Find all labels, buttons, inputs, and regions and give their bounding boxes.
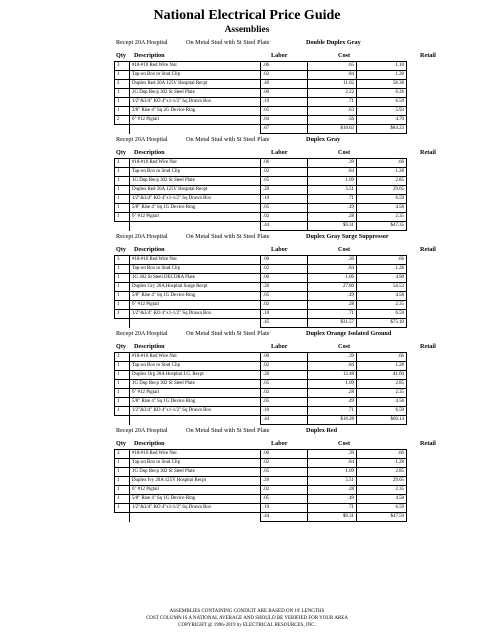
total-retail: $47.35 [357, 222, 407, 231]
cell-retail: 29.05 [357, 477, 407, 486]
column-header-description: Description [134, 246, 165, 253]
cell-retail: 54.53 [357, 283, 407, 292]
cell-labor: .05 [261, 107, 308, 116]
cell-description: Tap-on Box to Stud Clip [130, 168, 261, 177]
cell-retail: 41.60 [357, 371, 407, 380]
column-header-description: Description [134, 149, 165, 156]
cell-description: Duplex Org 20A Hospital I.G. Recpt [130, 371, 261, 380]
table-row [115, 292, 407, 301]
cell-retail: 6.59 [357, 504, 407, 513]
cell-cost: .56 [308, 116, 357, 125]
cell-retail: 4.58 [357, 398, 407, 407]
section-name: Recept 20A Hospital [116, 136, 168, 143]
cell-description: 1G 302 St Steel DECORA Plate [130, 274, 261, 283]
cell-description: Tap-on Box to Stud Clip [130, 362, 261, 371]
column-header-qty: Qty [116, 149, 126, 156]
cell-labor: .20 [261, 371, 308, 380]
cell-cost: .84 [308, 265, 357, 274]
cell-cost: .28 [308, 486, 357, 495]
cell-labor: .06 [261, 256, 308, 265]
cell-qty: 3 [115, 159, 130, 168]
cell-labor: .20 [261, 186, 308, 195]
total-retail: $60.14 [357, 416, 407, 425]
cell-retail: .66 [357, 256, 407, 265]
cell-retail: 2.85 [357, 177, 407, 186]
cell-labor: .02 [261, 389, 308, 398]
column-header-labor: Labor [271, 52, 288, 59]
cell-labor: .02 [261, 265, 308, 274]
section-name: Recept 20A Hospital [116, 39, 168, 46]
column-header-row [0, 147, 494, 158]
cell-retail: 1.28 [357, 265, 407, 274]
cell-qty: 1 [115, 486, 130, 495]
cell-description: Duplex Red 20A 125V Hospital Recpt [130, 186, 261, 195]
cell-retail: 58.38 [357, 80, 407, 89]
total-cost: $16.63 [308, 125, 357, 134]
table-row [115, 362, 407, 371]
total-retail: $75.10 [357, 319, 407, 328]
section-variant: Duplex Orange Isolated Ground [306, 330, 392, 337]
cell-labor: .10 [261, 407, 308, 416]
cell-cost: .39 [308, 450, 357, 459]
cell-qty: 3 [115, 353, 130, 362]
cell-cost: .49 [308, 204, 357, 213]
cell-labor: .02 [261, 168, 308, 177]
cell-retail: 6.59 [357, 407, 407, 416]
cell-labor: .10 [261, 195, 308, 204]
cell-labor: .20 [261, 283, 308, 292]
table-row [115, 398, 407, 407]
cell-description: 1/2"&3/4" KO 4"x1-1/2" Sq Drawn Box [130, 98, 261, 107]
items-table [114, 449, 407, 522]
cell-qty: 1 [115, 204, 130, 213]
cell-retail: 1.28 [357, 459, 407, 468]
column-header-labor: Labor [271, 343, 288, 350]
cell-retail: .66 [357, 353, 407, 362]
cell-cost: 5.51 [308, 186, 357, 195]
total-labor: .67 [261, 125, 308, 134]
cell-labor: .02 [261, 213, 308, 222]
cell-cost: 1.09 [308, 468, 357, 477]
total-row [115, 319, 407, 328]
column-header-labor: Labor [271, 149, 288, 156]
cell-qty: 1 [115, 477, 130, 486]
cell-cost: .63 [308, 107, 357, 116]
assembly-section [0, 328, 494, 425]
section-mounting: On Metal Stud with St Steel Plate [186, 136, 270, 143]
column-header-retail: Retail [420, 440, 436, 447]
column-header-cost: Cost [338, 343, 351, 350]
cell-labor: .02 [261, 459, 308, 468]
cell-cost: 2.22 [308, 89, 357, 98]
total-retail: $47.59 [357, 513, 407, 522]
cell-qty: 1 [115, 265, 130, 274]
cell-description: 5/8" Rise 4" Sq 1G Device Ring [130, 495, 261, 504]
table-row [115, 168, 407, 177]
cell-qty: 1 [115, 301, 130, 310]
cell-qty: 1 [115, 213, 130, 222]
total-cost: $9.31 [308, 513, 357, 522]
column-header-row [0, 438, 494, 449]
cell-labor: .05 [261, 380, 308, 389]
cell-cost: .39 [308, 256, 357, 265]
cell-qty: 1 [115, 292, 130, 301]
table-row [115, 468, 407, 477]
cell-retail: 4.58 [357, 292, 407, 301]
cell-labor: .02 [261, 362, 308, 371]
column-header-description: Description [134, 343, 165, 350]
table-row [115, 159, 407, 168]
column-header-cost: Cost [338, 52, 351, 59]
cell-cost: .49 [308, 292, 357, 301]
cell-description: 1G Dup Recp 302 St Steel Plate [130, 177, 261, 186]
column-header-row [0, 244, 494, 255]
cell-retail: 2.35 [357, 213, 407, 222]
assembly-section [0, 37, 494, 134]
cell-description: 6" #12 Pigtail [130, 301, 261, 310]
cell-retail: .66 [357, 159, 407, 168]
cell-retail: 1.28 [357, 71, 407, 80]
column-header-retail: Retail [420, 343, 436, 350]
column-header-cost: Cost [338, 440, 351, 447]
assembly-section [0, 425, 494, 522]
table-row [115, 301, 407, 310]
cell-labor: .05 [261, 468, 308, 477]
cell-cost: 1.06 [308, 274, 357, 283]
cell-qty: 2 [115, 116, 130, 125]
cell-description: 1G Dup Recp 302 St Steel Plate [130, 468, 261, 477]
cell-description: Duplex Gry 20A Hospital Surge Recpt [130, 283, 261, 292]
cell-cost: .84 [308, 362, 357, 371]
cell-qty: 1 [115, 186, 130, 195]
cell-cost: .28 [308, 301, 357, 310]
cell-cost: 5.51 [308, 477, 357, 486]
table-row [115, 71, 407, 80]
cell-labor: .05 [261, 292, 308, 301]
footer-copyright: COPYRIGHT @ 1996-2019 by ELECTRICAL RESOURCES, INC. [178, 623, 316, 628]
cell-retail: 1.28 [357, 168, 407, 177]
cell-labor: .20 [261, 477, 308, 486]
cell-labor: .04 [261, 116, 308, 125]
items-table [114, 61, 407, 134]
assembly-section [0, 231, 494, 328]
cell-labor: .05 [261, 204, 308, 213]
cell-qty: 1 [115, 389, 130, 398]
cell-retail: 5.93 [357, 107, 407, 116]
cell-description: #18-#10 Red Wire Nut [130, 159, 261, 168]
column-header-row [0, 50, 494, 61]
table-row [115, 80, 407, 89]
section-variant: Duplex Gray [306, 136, 341, 143]
cell-qty: 1 [115, 380, 130, 389]
column-header-row [0, 341, 494, 352]
page-subtitle: Assemblies [224, 25, 270, 35]
table-row [115, 98, 407, 107]
cell-labor: .06 [261, 353, 308, 362]
total-labor: .44 [261, 416, 308, 425]
cell-description: Tap-on Box to Stud Clip [130, 459, 261, 468]
assembly-sections [0, 37, 494, 522]
cell-cost: .71 [308, 504, 357, 513]
cell-qty: 1 [115, 283, 130, 292]
cell-qty: 1 [115, 195, 130, 204]
cell-description: 1/2"&3/4" KO 4"x1-1/2" Sq Drawn Box [130, 195, 261, 204]
cell-labor: .06 [261, 89, 308, 98]
table-row [115, 256, 407, 265]
section-mounting: On Metal Stud with St Steel Plate [186, 427, 270, 434]
cell-qty: 3 [115, 450, 130, 459]
column-header-cost: Cost [338, 149, 351, 156]
assembly-section [0, 134, 494, 231]
cell-retail: 29.05 [357, 186, 407, 195]
cell-retail: 6.59 [357, 98, 407, 107]
cell-qty: 1 [115, 177, 130, 186]
section-header [0, 231, 494, 244]
cell-retail: 4.70 [357, 116, 407, 125]
cell-labor: .05 [261, 495, 308, 504]
table-row [115, 274, 407, 283]
column-header-description: Description [134, 52, 165, 59]
cell-description: 1/2"&3/4" KO 4"x1-1/2" Sq Drawn Box [130, 407, 261, 416]
cell-description: 5/8" Rise 4" Sq 1G Device Ring [130, 204, 261, 213]
cell-cost: .71 [308, 195, 357, 204]
items-table [114, 255, 407, 328]
cell-labor: .10 [261, 504, 308, 513]
cell-cost: 12.48 [308, 371, 357, 380]
cell-description: 5/8" Rise 4" Sq 1G Device Ring [130, 398, 261, 407]
cell-qty: 3 [115, 62, 130, 71]
cell-qty: 1 [115, 98, 130, 107]
cell-description: Tap-on Box to Stud Clip [130, 71, 261, 80]
section-mounting: On Metal Stud with St Steel Plate [186, 39, 270, 46]
cell-retail: 4.98 [357, 274, 407, 283]
cell-qty: 1 [115, 468, 130, 477]
column-header-labor: Labor [271, 440, 288, 447]
cell-retail: 2.85 [357, 380, 407, 389]
cell-description: 1/2"&3/4" KO 4"x1-1/2" Sq Drawn Box [130, 504, 261, 513]
cell-cost: 27.80 [308, 283, 357, 292]
column-header-qty: Qty [116, 246, 126, 253]
table-row [115, 195, 407, 204]
cell-qty: 1 [115, 362, 130, 371]
section-variant: Double Duplex Gray [306, 39, 361, 46]
column-header-qty: Qty [116, 52, 126, 59]
section-name: Recept 20A Hospital [116, 330, 168, 337]
cell-retail: 6.59 [357, 310, 407, 319]
table-row [115, 486, 407, 495]
cell-qty: 1 [115, 71, 130, 80]
cell-retail: 4.58 [357, 204, 407, 213]
cell-labor: .05 [261, 398, 308, 407]
cell-cost: .84 [308, 168, 357, 177]
section-mounting: On Metal Stud with St Steel Plate [186, 330, 270, 337]
cell-labor: .06 [261, 62, 308, 71]
total-cost: $31.57 [308, 319, 357, 328]
column-header-retail: Retail [420, 149, 436, 156]
cell-qty: 1 [115, 371, 130, 380]
table-row [115, 177, 407, 186]
total-labor: .44 [261, 513, 308, 522]
section-header [0, 134, 494, 147]
cell-labor: .06 [261, 450, 308, 459]
total-row [115, 222, 407, 231]
cell-cost: .71 [308, 98, 357, 107]
total-cost: $9.31 [308, 222, 357, 231]
column-header-cost: Cost [338, 246, 351, 253]
table-row [115, 265, 407, 274]
cell-labor: .02 [261, 71, 308, 80]
cell-qty: 1 [115, 89, 130, 98]
cell-retail: 4.58 [357, 495, 407, 504]
table-row [115, 459, 407, 468]
cell-retail: 2.35 [357, 301, 407, 310]
table-row [115, 213, 407, 222]
cell-qty: 1 [115, 274, 130, 283]
section-header [0, 328, 494, 341]
cell-cost: .84 [308, 71, 357, 80]
total-labor: .45 [261, 319, 308, 328]
cell-cost: 1.09 [308, 380, 357, 389]
page-title: National Electrical Price Guide [153, 8, 341, 23]
total-retail: $84.23 [357, 125, 407, 134]
cell-description: 3/8" Rise 4" Sq 2G Device Ring [130, 107, 261, 116]
cell-description: #18-#10 Red Wire Nut [130, 62, 261, 71]
cell-qty: 1 [115, 310, 130, 319]
cell-cost: .49 [308, 495, 357, 504]
cell-description: 5/8" Rise 4" Sq 1G Device Ring [130, 292, 261, 301]
cell-labor: .19 [261, 98, 308, 107]
column-header-retail: Retail [420, 52, 436, 59]
cell-retail: 2.35 [357, 486, 407, 495]
cell-description: Duplex Red 20A 125V Hospital Recpt [130, 80, 261, 89]
table-row [115, 116, 407, 125]
cell-labor: .10 [261, 310, 308, 319]
table-row [115, 407, 407, 416]
section-name: Recept 20A Hospital [116, 427, 168, 434]
table-row [115, 380, 407, 389]
cell-cost: .84 [308, 459, 357, 468]
cell-qty: 1 [115, 398, 130, 407]
table-row [115, 62, 407, 71]
page-footer [0, 608, 494, 629]
column-header-qty: Qty [116, 343, 126, 350]
cell-labor: .40 [261, 80, 308, 89]
cell-description: Tap-on Box to Stud Clip [130, 265, 261, 274]
cell-description: 2G Dup Recp 302 St Steel Plate [130, 89, 261, 98]
cell-cost: .71 [308, 310, 357, 319]
items-table [114, 352, 407, 425]
footer-note-conduit: ASSEMBLIES CONTAINING CONDUIT ARE BASED ON 10' LENGTHS [169, 609, 325, 614]
table-row [115, 186, 407, 195]
cell-description: #18-#10 Red Wire Nut [130, 256, 261, 265]
table-row [115, 389, 407, 398]
cell-labor: .06 [261, 159, 308, 168]
cell-cost: .71 [308, 407, 357, 416]
cell-description: 1G Dup Recp 302 St Steel Plate [130, 380, 261, 389]
cell-qty: 1 [115, 107, 130, 116]
cell-qty: 1 [115, 495, 130, 504]
cell-qty: 1 [115, 168, 130, 177]
table-row [115, 495, 407, 504]
cell-cost: .28 [308, 389, 357, 398]
section-name: Recept 20A Hospital [116, 233, 168, 240]
cell-retail: 2.35 [357, 389, 407, 398]
cell-labor: .02 [261, 486, 308, 495]
total-row [115, 416, 407, 425]
cell-cost: 11.02 [308, 80, 357, 89]
cell-description: 6" #12 Pigtail [130, 213, 261, 222]
items-table [114, 158, 407, 231]
cell-description: #18-#10 Red Wire Nut [130, 450, 261, 459]
cell-labor: .05 [261, 177, 308, 186]
cell-qty: 3 [115, 256, 130, 265]
column-header-qty: Qty [116, 440, 126, 447]
cell-cost: 1.09 [308, 177, 357, 186]
table-row [115, 89, 407, 98]
table-row [115, 310, 407, 319]
table-row [115, 107, 407, 116]
total-labor: .44 [261, 222, 308, 231]
column-header-labor: Labor [271, 246, 288, 253]
cell-qty: 1 [115, 504, 130, 513]
cell-retail: 1.28 [357, 362, 407, 371]
footer-note-cost: COST COLUMN IS A NATIONAL AVERAGE AND SHOULD BE VERIFIED FOR YOUR AREA [146, 616, 348, 621]
cell-description: Duplex Ivy 20A 125V Hospital Recpt [130, 477, 261, 486]
table-row [115, 504, 407, 513]
section-variant: Duplex Gray Surge Suppressor [306, 233, 389, 240]
cell-description: 6" #12 Pigtail [130, 486, 261, 495]
section-header [0, 37, 494, 50]
cell-retail: 6.26 [357, 89, 407, 98]
cell-retail: .66 [357, 450, 407, 459]
cell-cost: .28 [308, 213, 357, 222]
total-row [115, 513, 407, 522]
cell-description: #18-#10 Red Wire Nut [130, 353, 261, 362]
total-cost: $16.28 [308, 416, 357, 425]
section-variant: Duplex Red [306, 427, 338, 434]
cell-labor: .02 [261, 301, 308, 310]
table-row [115, 450, 407, 459]
cell-retail: 6.59 [357, 195, 407, 204]
cell-cost: .39 [308, 353, 357, 362]
cell-qty: 2 [115, 80, 130, 89]
column-header-description: Description [134, 440, 165, 447]
section-header [0, 425, 494, 438]
cell-cost: .65 [308, 62, 357, 71]
cell-qty: 1 [115, 407, 130, 416]
cell-description: 1/2"&3/4" KO 4"x1-1/2" Sq Drawn Box [130, 310, 261, 319]
cell-labor: .06 [261, 274, 308, 283]
cell-qty: 1 [115, 459, 130, 468]
table-row [115, 477, 407, 486]
table-row [115, 283, 407, 292]
cell-cost: .49 [308, 398, 357, 407]
table-row [115, 204, 407, 213]
table-row [115, 371, 407, 380]
table-row [115, 353, 407, 362]
column-header-retail: Retail [420, 246, 436, 253]
cell-retail: 2.85 [357, 468, 407, 477]
cell-description: 6" #12 Pigtail [130, 116, 261, 125]
total-row [115, 125, 407, 134]
cell-retail: 1.10 [357, 62, 407, 71]
cell-cost: .39 [308, 159, 357, 168]
section-mounting: On Metal Stud with St Steel Plate [186, 233, 270, 240]
cell-description: 6" #12 Pigtail [130, 389, 261, 398]
